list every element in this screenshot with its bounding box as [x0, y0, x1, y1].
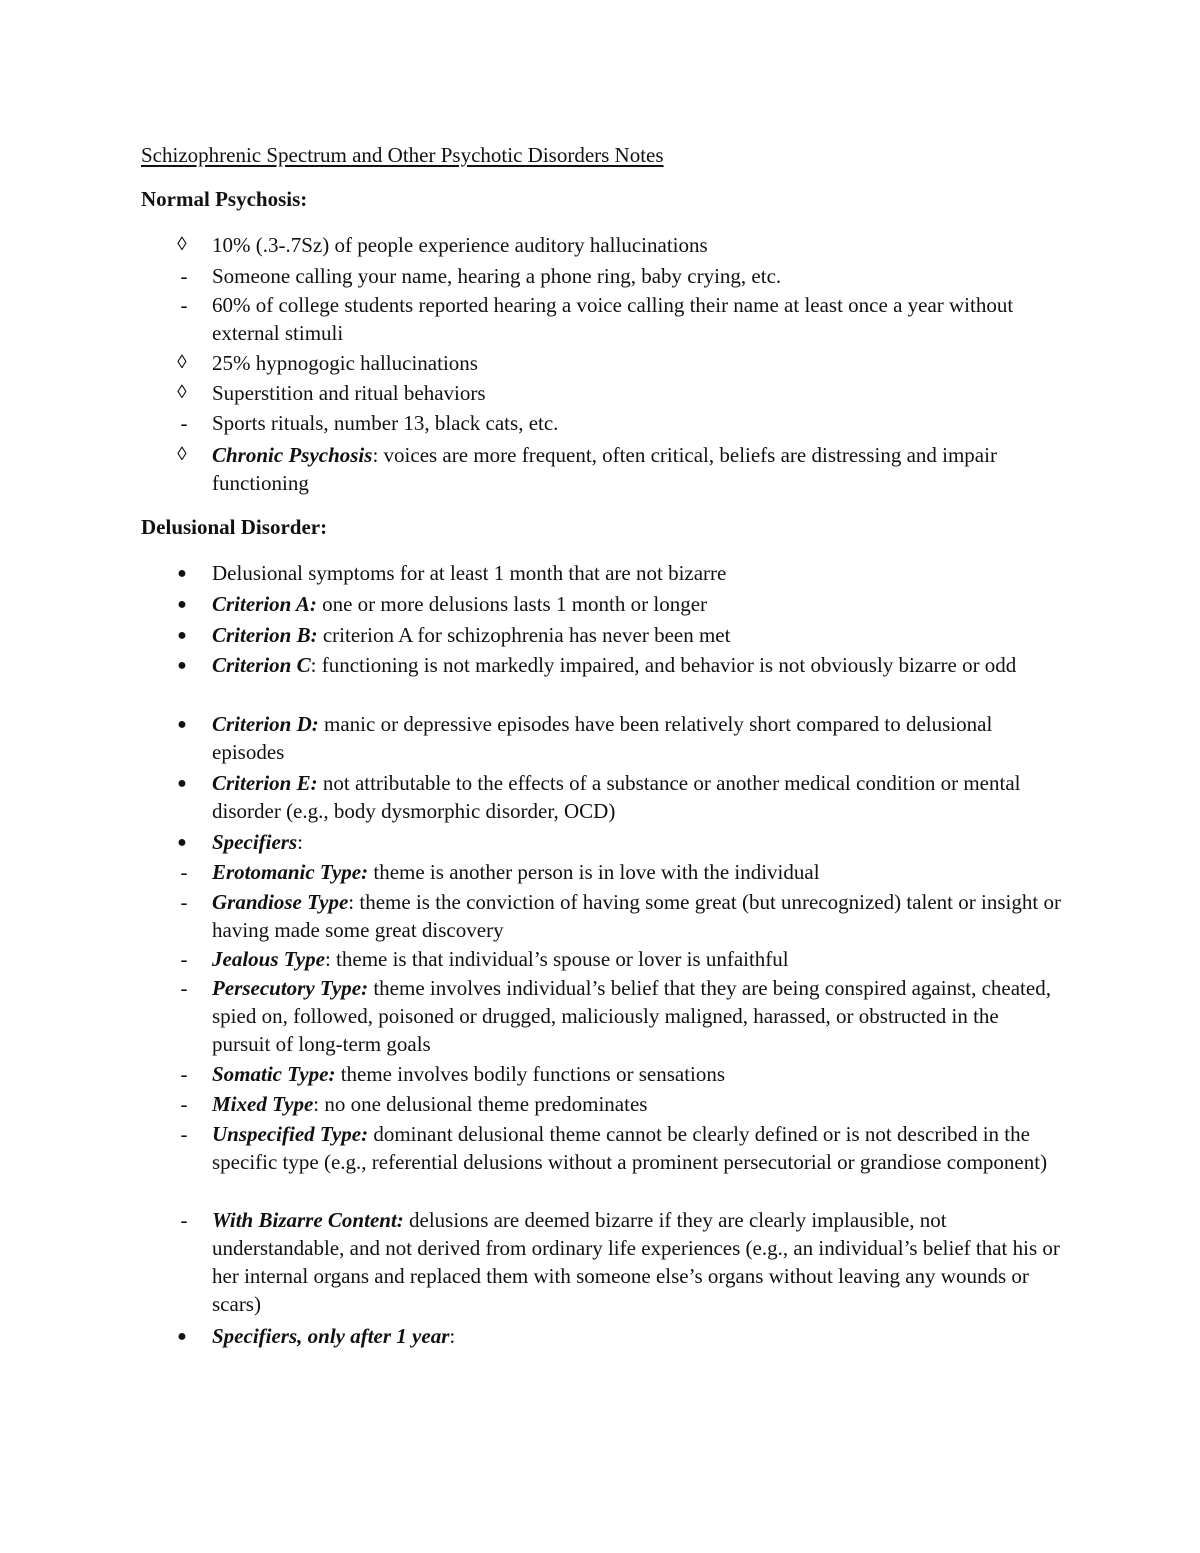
item-text: Delusional symptoms for at least 1 month that are not bizarre [212, 561, 727, 585]
item-text: theme involves bodily functions or sensations [335, 1062, 726, 1086]
section-heading-normal-psychosis: Normal Psychosis: [141, 187, 308, 211]
list-item [141, 710, 1061, 766]
item-lead: Chronic Psychosis [212, 443, 373, 467]
bullet-icon: ● [177, 1328, 187, 1345]
item-lead: Criterion D: [212, 712, 319, 736]
item-lead: Criterion E: [212, 771, 318, 795]
item-text: theme is another person is in love with the individual [368, 860, 820, 884]
bullet-icon: ● [177, 657, 187, 674]
list-item [141, 1120, 1061, 1176]
dash-bullet-icon: - [180, 1092, 188, 1116]
item-text: : functioning is not markedly impaired, and behavior is not obviously bizarre or odd [310, 653, 1017, 677]
item-text: delusions are deemed bizarre if they are clearly implausible, not understandable, and not derived from ordinary life experiences (e.g., an individual’s belief that his or her internal organs and replaced them with someone else’s organs without leaving any wounds or scars) [212, 1208, 1060, 1316]
bullet-icon: ● [177, 775, 187, 792]
item-text: theme involves individual’s belief that they are being conspired against, cheated, spied on, followed, poisoned or drugged, maliciously maligned, harassed, or obstructed in the pursuit of long-term goals [212, 976, 1051, 1056]
list-item [141, 262, 1061, 290]
item-lead: Criterion C [212, 653, 311, 677]
item-lead: Specifiers, only after 1 year [212, 1324, 450, 1348]
item-text: : theme is that individual’s spouse or lover is unfaithful [324, 947, 789, 971]
list-item [141, 828, 1061, 856]
item-lead: Specifiers [212, 830, 298, 854]
list-item [141, 590, 1061, 618]
list-item [141, 945, 1061, 973]
item-text: 25% hypnogogic hallucinations [212, 351, 478, 375]
item-lead: Somatic Type: [212, 1062, 336, 1086]
list-item [141, 974, 1061, 1058]
list-item [141, 1206, 1061, 1318]
list-item [141, 1090, 1061, 1118]
item-text: : voices are more frequent, often critical, beliefs are distressing and impair functioning [212, 443, 997, 495]
item-text: Sports rituals, number 13, black cats, etc. [212, 411, 559, 435]
item-text: 10% (.3-.7Sz) of people experience auditory hallucinations [212, 233, 708, 257]
list-item [141, 291, 1061, 347]
list-item [141, 888, 1061, 944]
diamond-bullet-icon: ◊ [177, 444, 187, 465]
dash-bullet-icon: - [180, 411, 188, 435]
item-text: Someone calling your name, hearing a phone ring, baby crying, etc. [212, 264, 782, 288]
item-text: : theme is the conviction of having some great (but unrecognized) talent or insight or having made some great discovery [212, 890, 1061, 942]
list-item [141, 651, 1061, 679]
item-lead: Mixed Type [212, 1092, 314, 1116]
list-item [141, 559, 1061, 587]
list-item [141, 621, 1061, 649]
section-heading-delusional-disorder: Delusional Disorder: [141, 515, 328, 539]
list-item [141, 1060, 1061, 1088]
list-item [141, 379, 1061, 407]
item-lead: Grandiose Type [212, 890, 349, 914]
item-text: manic or depressive episodes have been relatively short compared to delusional episodes [212, 712, 993, 764]
item-lead: Jealous Type [212, 947, 325, 971]
list-item [141, 441, 1061, 497]
dash-bullet-icon: - [180, 976, 188, 1000]
dash-bullet-icon: - [180, 1122, 188, 1146]
item-text: criterion A for schizophrenia has never been met [317, 623, 731, 647]
item-text: Superstition and ritual behaviors [212, 381, 486, 405]
diamond-bullet-icon: ◊ [177, 352, 187, 373]
item-text: : [449, 1324, 456, 1348]
dash-bullet-icon: - [180, 293, 188, 317]
bullet-icon: ● [177, 627, 187, 644]
document-title: Schizophrenic Spectrum and Other Psychotic Disorders Notes [141, 143, 664, 167]
bullet-icon: ● [177, 716, 187, 733]
bullet-icon: ● [177, 565, 187, 582]
item-text: : [297, 830, 303, 854]
dash-bullet-icon: - [180, 264, 188, 288]
diamond-bullet-icon: ◊ [177, 382, 187, 403]
item-text: : no one delusional theme predominates [313, 1092, 648, 1116]
dash-bullet-icon: - [180, 1208, 188, 1232]
bullet-icon: ● [177, 834, 187, 851]
item-lead: Criterion A: [212, 592, 317, 616]
item-text: dominant delusional theme cannot be clearly defined or is not described in the specific type (e.g., referential delusions without a prominent persecutorial or grandiose component) [212, 1122, 1048, 1174]
item-text: one or more delusions lasts 1 month or longer [316, 592, 708, 616]
item-lead: Criterion B: [212, 623, 318, 647]
item-lead: Persecutory Type: [212, 976, 369, 1000]
list-item [141, 409, 1061, 437]
dash-bullet-icon: - [180, 860, 188, 884]
item-text: 60% of college students reported hearing a voice calling their name at least once a year without external stimuli [212, 293, 1014, 345]
bullet-icon: ● [177, 596, 187, 613]
list-item [141, 858, 1061, 886]
item-text: not attributable to the effects of a substance or another medical condition or mental disorder (e.g., body dysmorphic disorder, OCD) [212, 771, 1021, 823]
item-lead: With Bizarre Content: [212, 1208, 404, 1232]
list-item [141, 769, 1061, 825]
dash-bullet-icon: - [180, 1062, 188, 1086]
item-lead: Erotomanic Type: [212, 860, 369, 884]
dash-bullet-icon: - [180, 890, 188, 914]
list-item [141, 231, 1061, 259]
list-item [141, 1322, 1061, 1350]
diamond-bullet-icon: ◊ [177, 234, 187, 255]
dash-bullet-icon: - [180, 947, 188, 971]
item-lead: Unspecified Type: [212, 1122, 369, 1146]
list-item [141, 349, 1061, 377]
